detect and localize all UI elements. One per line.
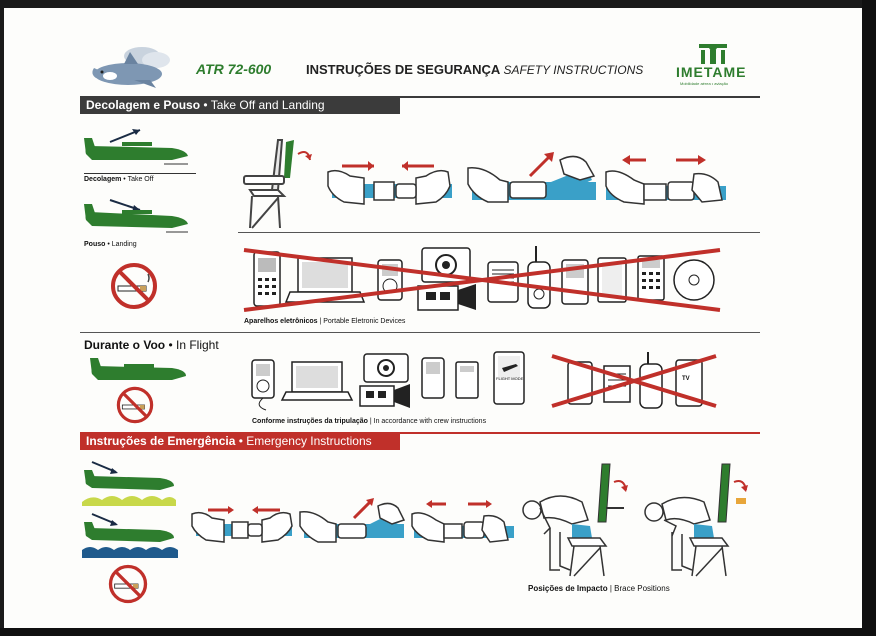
flight-mode-label: FLIGHT MODE: [496, 376, 524, 381]
caption-crew: Conforme instruções da tripulação | In accordance with crew instructions: [252, 418, 487, 425]
tv-label: TV: [682, 376, 690, 382]
aircraft-model: ATR 72-600: [196, 61, 272, 77]
title-en: SAFETY INSTRUCTIONS: [503, 63, 644, 77]
logo-sub: Mobilidade aérea • aviação: [680, 81, 729, 86]
permitted-devices-icon: [244, 346, 534, 414]
caption-decolagem: Decolagem • Take Off: [84, 176, 154, 183]
frame-edge: [862, 0, 876, 636]
section-bar-emergency: Instruções de Emergência • Emergency Instructions: [80, 432, 400, 450]
section-bar-takeoff: Decolagem e Pouso • Take Off and Landing: [80, 96, 400, 114]
caption-pouso: Pouso • Landing: [84, 241, 137, 248]
divider-devices-top: [238, 232, 760, 233]
airplane-icon: [82, 124, 190, 170]
page-title: [306, 62, 643, 77]
prohibited-inflight-icon: [548, 350, 722, 412]
seat-icon: [238, 134, 318, 230]
logo-text: IMETAME: [676, 64, 747, 80]
seat-belt-icon: [190, 494, 520, 554]
airplane-water-icon: [82, 510, 178, 558]
prohibited-devices-icon: [240, 240, 724, 316]
title-pt: INSTRUÇÕES DE SEGURANÇA: [306, 62, 500, 77]
frame-edge-bottom: [0, 628, 876, 636]
brace-position-icon: [520, 462, 630, 578]
divider-inflight: [80, 332, 760, 333]
imetame-logo-icon: [697, 42, 729, 64]
brace-position-icon: [642, 462, 754, 578]
no-smoking-icon: [108, 564, 148, 604]
airplane-land-icon: [82, 458, 178, 506]
caption-brace: Posições de Impacto | Brace Positions: [528, 584, 670, 593]
no-smoking-icon: [116, 386, 154, 424]
caption-line-decolagem: [84, 173, 196, 174]
seat-belt-icon: [324, 146, 732, 216]
dolphin-plane-icon: [84, 44, 184, 94]
no-smoking-icon: [110, 262, 158, 310]
caption-devices: Aparelhos eletrônicos | Portable Eletronic Devices: [244, 318, 406, 325]
section-label-inflight: Durante o Voo • In Flight: [84, 338, 219, 352]
airplane-icon: [82, 194, 190, 238]
airplane-icon: [88, 356, 188, 384]
